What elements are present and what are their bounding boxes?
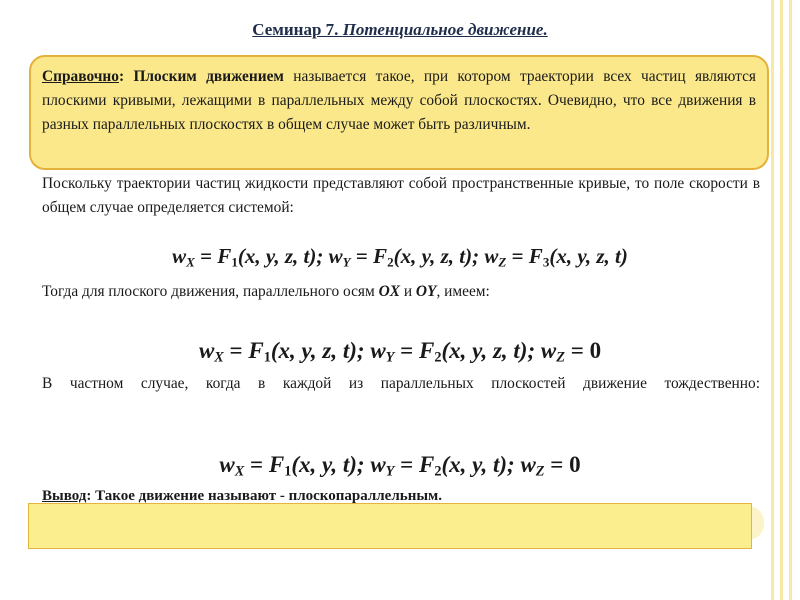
callout-colon: : <box>118 68 134 85</box>
formula-general-velocity: $w_X = F_1(x$, y, z, t); $w_Y = F_2(x$, y, z, t); $w_Z = F_3(x$, y, z, t) <box>172 244 628 270</box>
paragraph-plane-motion: Тогда для плоского движения, параллельного осям OX и OY, имеем: <box>42 283 490 300</box>
paragraph-general-field: Поскольку траектории частиц жидкости представляют собой пространственные кривые, то поле скорости в общем случае определяется системой: <box>42 175 760 216</box>
paragraph-special-case: В частном случае, когда в каждой из параллельных плоскостей движение тождественно: <box>42 375 760 392</box>
callout-term: Плоским движением <box>133 68 284 85</box>
conclusion-label: Вывод <box>42 488 87 504</box>
callout-text: называется такое, при котором траектории всех частиц являются плоскими кривыми, лежащими в параллельных между собой плоскостях. Очевидно, что все движения в разных параллельных плоскостях в общем случае может быть различным. <box>42 68 756 133</box>
page-title: Семинар 7. Потенциальное движение. <box>252 20 548 39</box>
title-topic: Потенциальное движение. <box>342 20 548 39</box>
conclusion-box <box>28 503 752 549</box>
formula-planeparallel-velocity: $w_X = F_1(x$, y, t); $w_Y = F_2(x$, y, t); $w_Z = 0$ <box>219 452 581 480</box>
axis-ox: OX <box>378 283 400 300</box>
conclusion-text: Вывод: Такое движение называют - плоскопараллельным. <box>42 488 443 504</box>
formula-plane-velocity: $w_X = F_1(x$, y, z, t); $w_Y = F_2(x$, y, z, t); $w_Z = 0$ <box>198 338 602 366</box>
reference-callout <box>29 55 769 170</box>
callout-label: Справочно <box>42 68 119 85</box>
axis-oy: OY <box>415 283 437 300</box>
